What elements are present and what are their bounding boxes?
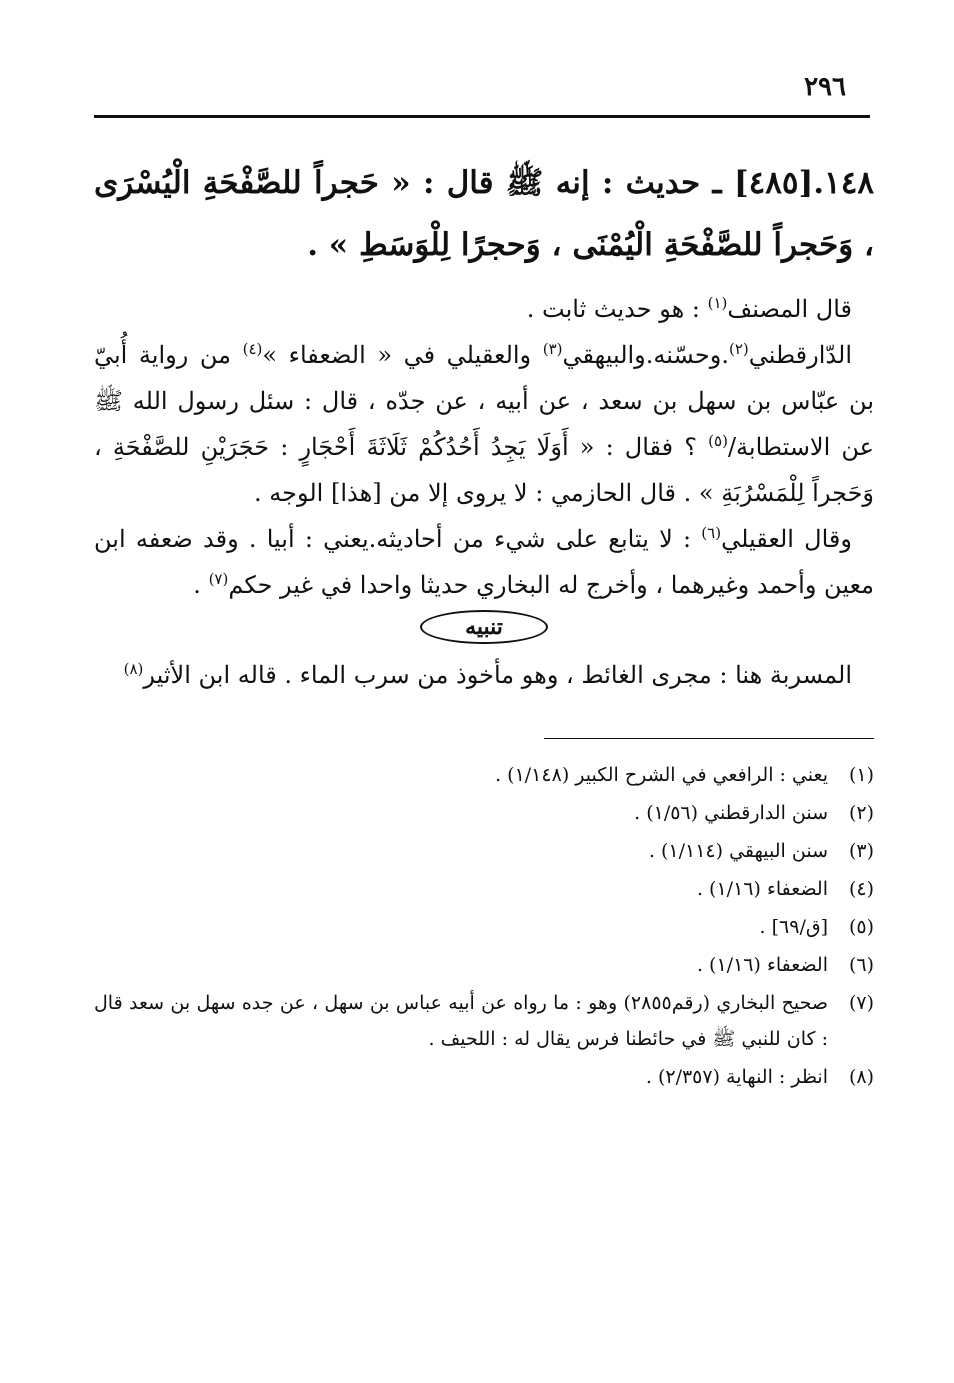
sources-text-b: .وحسّنه.والبيهقي [562,341,729,369]
footnote-ref-1: (١) [707,294,728,312]
footnote-number: (٥) [848,916,874,938]
uqaili-text-a: وقال العقيلي [721,525,852,553]
footnote-item [94,985,874,1057]
footnote-text: يعني : الرافعي في الشرح الكبير (١/١٤٨) . [495,764,828,786]
footnote-ref-4: (٤) [242,340,263,358]
footnotes-list [94,757,874,1095]
uqaili-text-b: : لا يتابع على شيء من أحاديثه.يعني : أبيا . وقد ضعفه ابن معين وأحمد وغيرهما ، وأخرج له البخاري حديثا واحدا في غير حكم [94,525,874,599]
footnote-item [94,795,874,831]
footnote-number: (٦) [848,954,874,976]
footnote-ref-8: (٨) [123,660,144,678]
footnote-separator [544,738,874,739]
sources-text-e: ؟ فقال : « أَوَلَا يَجِدُ أَحُدُكُمْ ثَلَاثَةَ أَحْجَارٍ : حَجَرَيْنِ للصَّفْحَةِ ، وَحَجراً لِلْمَسْرُبَةِ » . قال الحازمي : لا يروى إلا من [هذا] الوجه . [94,433,874,507]
uqaili-text-c: . [193,571,209,599]
uqaili-paragraph [94,516,874,608]
footnote-text: انظر : النهاية (٢/٣٥٧) . [645,1066,828,1088]
notice-paragraph [94,652,874,698]
footnote-item [94,757,874,793]
footnote-item [94,833,874,869]
footnote-text: سنن الدارقطني (١/٥٦) . [634,802,828,824]
footnote-text: صحيح البخاري (رقم٢٨٥٥) وهو : ما رواه عن أبيه عباس بن سهل ، عن جده سهل بن سعد قال : كان للنبي ﷺ في حائطنا فرس يقال له : اللحيف . [94,992,828,1050]
sources-text-a: الدّارقطني [748,341,852,369]
footnote-ref-6: (٦) [701,524,722,542]
footnote-ref-5: (٥) [708,432,728,450]
sources-paragraph [94,332,874,516]
footnote-ref-3: (٣) [542,340,563,358]
footnote-number: (٤) [848,878,874,900]
footnote-text: الضعفاء (١/١٦) . [696,954,828,976]
footnote-number: (٢) [848,802,874,824]
footnote-number: (١) [848,764,874,786]
footnote-item [94,1059,874,1095]
footnote-item [94,909,874,945]
footnote-number: (٨) [848,1066,874,1088]
hadith-heading: ١٤٨.[٤٨٥] ـ حديث : إنه ﷺ قال : « حَجراً للصَّفْحَةِ الْيُسْرَى ، وَحَجراً للصَّفْحَةِ الْيُمْنَى ، وَحجرًا لِلْوَسَطِ » . [94,165,874,263]
notice-badge: تنبيه [420,610,548,644]
sources-text-c: والعقيلي في « الضعفاء » [262,341,543,369]
page-number: ٢٩٦ [804,72,846,102]
footnote-text: سنن البيهقي (١/١١٤) . [648,840,828,862]
notice-text: المسربة هنا : مجرى الغائط ، وهو مأخوذ من سرب الماء . قاله ابن الأثير [143,661,852,689]
footnote-number: (٣) [848,840,874,862]
footnote-ref-7: (٧) [208,570,229,588]
header-rule [94,115,870,118]
page-content [94,152,874,1097]
author-statement-text: قال المصنف [727,295,852,323]
notice-header [94,610,874,644]
footnote-item [94,871,874,907]
footnote-text: [ق/٦٩] . [759,916,828,938]
sources-text-d: من رواية أُبيّ بن عبّاس بن سهل بن سعد ، عن أبيه ، عن جدّه ، قال : سئل رسول الله ﷺ عن الاستطابة/ [94,341,874,461]
footnote-number: (٧) [848,992,874,1014]
footnote-ref-2: (٢) [728,340,749,358]
author-statement-verdict: : هو حديث ثابت . [526,295,708,323]
footnote-text: الضعفاء (١/١٦) . [696,878,828,900]
footnote-item [94,947,874,983]
author-statement [94,286,874,332]
